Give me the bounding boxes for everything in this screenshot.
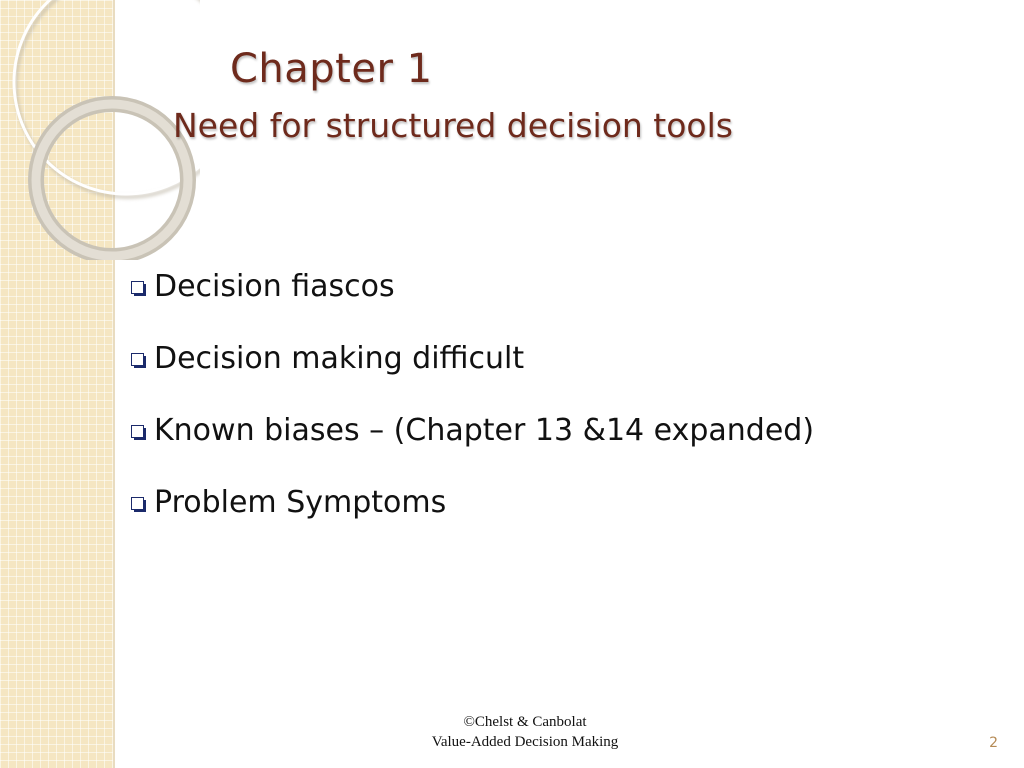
slide-subtitle: Need for structured decision tools — [173, 106, 733, 145]
decorative-ring-small-highlight — [36, 104, 188, 256]
slide-number: 2 — [989, 735, 998, 751]
slide-title: Chapter 1 — [230, 46, 433, 92]
footer-course-title: Value-Added Decision Making — [431, 734, 619, 750]
checkbox-square-icon — [131, 425, 146, 440]
bullet-text: Known biases – (Chapter 13 &14 expanded) — [154, 412, 815, 448]
bullet-text: Decision making difficult — [154, 340, 525, 376]
checkbox-square-icon — [131, 281, 146, 296]
checkbox-square-icon — [131, 353, 146, 368]
checkbox-square-icon — [131, 497, 146, 512]
bullet-item — [131, 250, 814, 322]
bullet-text: Decision fiascos — [154, 268, 395, 304]
decorative-rings — [0, 0, 200, 260]
bullet-list — [131, 250, 814, 538]
footer-copyright: ©Chelst & Canbolat — [463, 714, 587, 730]
bullet-item — [131, 466, 814, 538]
slide-footer — [380, 712, 670, 752]
bullet-text: Problem Symptoms — [154, 484, 447, 520]
bullet-item — [131, 394, 814, 466]
bullet-item — [131, 322, 814, 394]
